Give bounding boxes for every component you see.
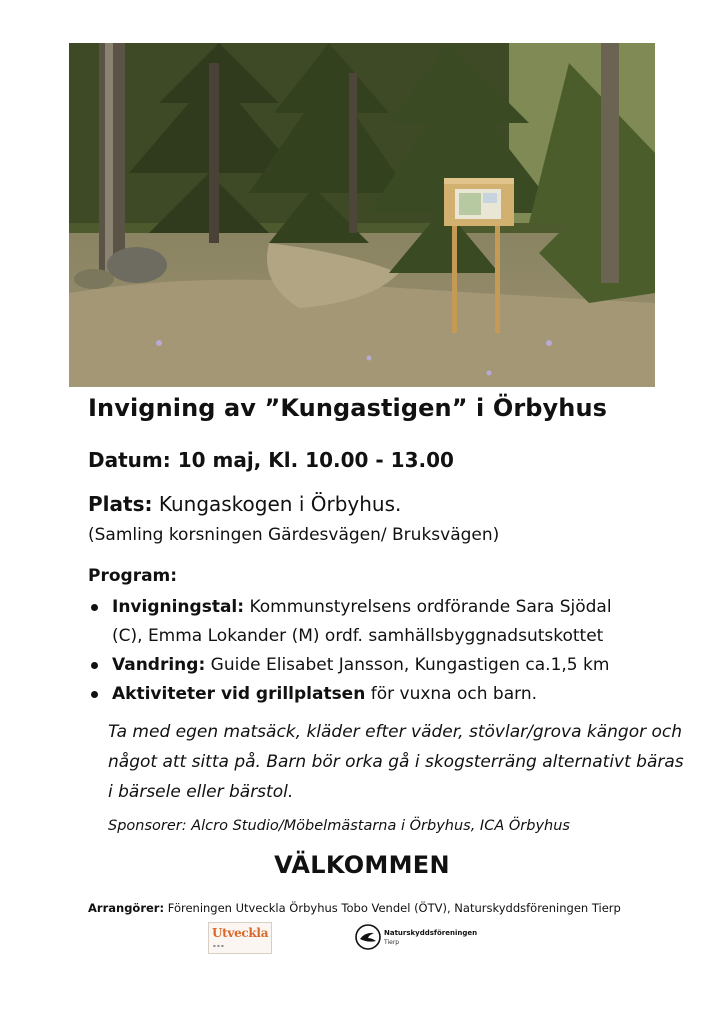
program-item-text: för vuxna och barn. bbox=[365, 684, 538, 704]
location-value: Kungaskogen i Örbyhus. bbox=[152, 492, 402, 516]
naturskydd-logo-name: Naturskyddsföreningen bbox=[384, 929, 478, 937]
naturskydd-bird-icon bbox=[355, 924, 381, 950]
info-paragraph: Ta med egen matsäck, kläder efter väder, stövlar/grova kängor och något att sitta på. Barn bör orka gå i skogsterräng alternativt bäras i bärsele eller bärstol. bbox=[108, 722, 684, 802]
forest-trail-photo bbox=[69, 43, 655, 387]
utveckla-logo-tagline: ▪ ▪ ▪ bbox=[213, 943, 224, 948]
program-item-text-continued: (C), Emma Lokander (M) ordf. samhällsbyggnadsutskottet bbox=[112, 626, 604, 646]
sponsors-line: Sponsorer: Alcro Studio/Möbelmästarna i Örbyhus, ICA Örbyhus bbox=[108, 818, 570, 834]
program-item-label: Aktiviteter vid grillplatsen bbox=[112, 684, 366, 704]
event-date: Datum: 10 maj, Kl. 10.00 - 13.00 bbox=[88, 448, 454, 472]
event-title: Invigning av ”Kungastigen” i Örbyhus bbox=[88, 394, 608, 422]
bullet-icon bbox=[91, 662, 98, 669]
organizers-line bbox=[88, 901, 621, 915]
program-item-text: Kommunstyrelsens ordförande Sara Sjödal bbox=[244, 597, 612, 617]
meeting-point: (Samling korsningen Gärdesvägen/ Bruksvägen) bbox=[88, 525, 500, 545]
program-item-speech bbox=[88, 593, 688, 651]
bullet-icon bbox=[91, 691, 98, 698]
program-item-walk bbox=[88, 651, 688, 680]
program-item-label: Vandring: bbox=[112, 655, 206, 675]
program-item-text: Guide Elisabet Jansson, Kungastigen ca.1,5 km bbox=[205, 655, 610, 675]
utveckla-logo-word: Utveckla bbox=[212, 926, 269, 940]
utveckla-logo bbox=[208, 922, 272, 954]
program-item-label: Invigningstal: bbox=[112, 597, 245, 617]
location-label: Plats: bbox=[88, 492, 153, 516]
event-location bbox=[88, 492, 401, 516]
welcome-heading: VÄLKOMMEN bbox=[274, 851, 450, 879]
organizers-value: Föreningen Utveckla Örbyhus Tobo Vendel (ÖTV), Naturskyddsföreningen Tierp bbox=[164, 901, 621, 915]
program-heading: Program: bbox=[88, 566, 178, 586]
naturskydd-logo-place: Tierp bbox=[384, 939, 400, 946]
bullet-icon bbox=[91, 604, 98, 611]
program-list bbox=[88, 593, 688, 709]
organizers-label: Arrangörer: bbox=[88, 901, 165, 915]
program-item-activities bbox=[88, 680, 688, 709]
forest-illustration bbox=[69, 43, 655, 387]
